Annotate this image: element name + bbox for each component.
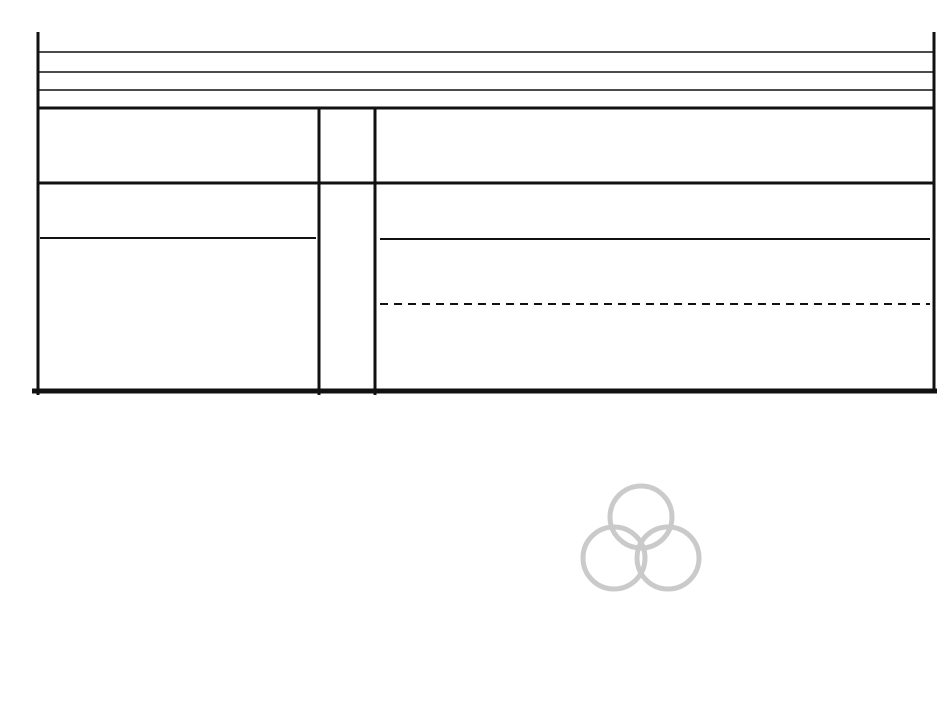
- mdeq-watermark: [583, 486, 699, 589]
- footer-watermark-row: [0, 700, 937, 715]
- log-header-frame: [32, 32, 937, 395]
